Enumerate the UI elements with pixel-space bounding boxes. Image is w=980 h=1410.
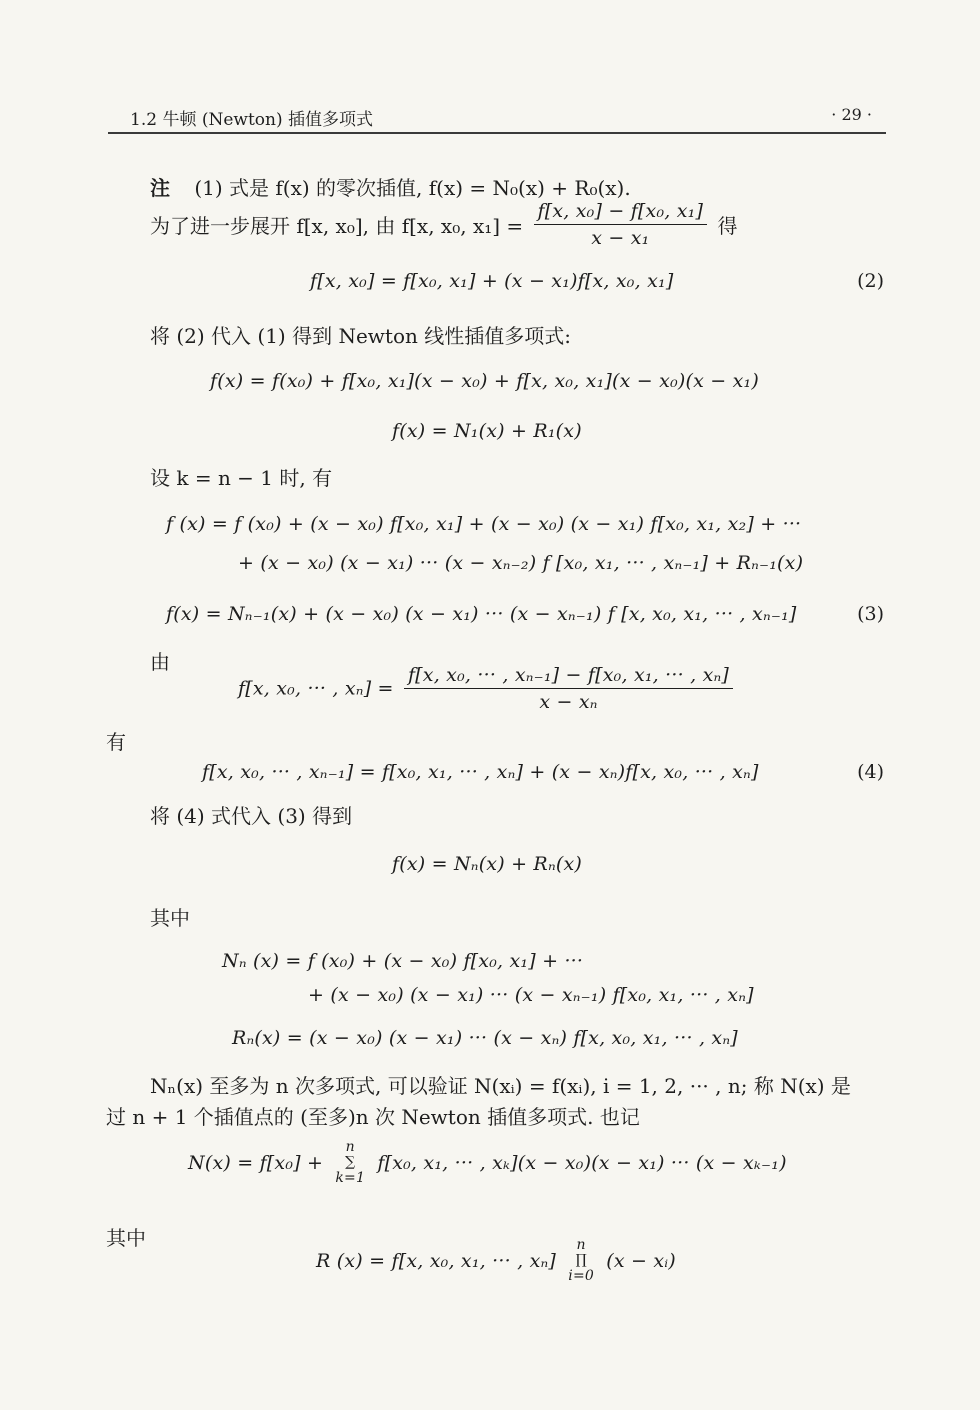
paragraph-line2: 过 n + 1 个插值点的 (至多)n 次 Newton 插值多项式. 也记	[106, 1105, 640, 1129]
expand-suffix: 得	[717, 214, 738, 238]
remainder-lhs: R (x) = f[x, x₀, x₁, ··· , xₙ]	[316, 1250, 557, 1273]
linear-interp-line1: f(x) = f(x₀) + f[x₀, x₁](x − x₀) + f[x, x₀, x₁](x − x₀)(x − x₁)	[210, 370, 759, 392]
note-label: 注	[150, 176, 170, 200]
sum-lower-limit: k=1	[335, 1169, 366, 1186]
Nn-line2: + (x − x₀) (x − x₁) ··· (x − xₙ₋₁) f[x₀, x₁, ··· , xₙ]	[308, 984, 754, 1006]
product	[568, 1238, 594, 1284]
substitute-2-text: 将 (2) 代入 (1) 得到 Newton 线性插值多项式:	[150, 324, 571, 348]
sum-lhs: N(x) = f[x₀] +	[188, 1152, 324, 1175]
equation-4: f[x, x₀, ··· , xₙ₋₁] = f[x₀, x₁, ··· , xₙ] + (x − xₙ)f[x, x₀, ··· , xₙ]	[202, 761, 759, 783]
sum-rhs: f[x₀, x₁, ··· , xₖ](x − x₀)(x − x₁) ··· (x − xₖ₋₁)	[377, 1152, 787, 1175]
expand-prefix: 为了进一步展开 f[x, x₀], 由 f[x, x₀, x₁] =	[150, 214, 524, 238]
newton-sum-formula	[188, 1140, 787, 1186]
equation-3: f(x) = Nₙ₋₁(x) + (x − x₀) (x − x₁) ··· (x − xₙ₋₁) f [x, x₀, x₁, ··· , xₙ₋₁]	[166, 603, 797, 625]
equation-4-label: (4)	[857, 761, 884, 783]
summation	[335, 1140, 365, 1186]
prod-symbol: ∏	[575, 1252, 587, 1269]
fk-line2: + (x − x₀) (x − x₁) ··· (x − xₙ₋₂) f [x₀, x₁, ··· , xₙ₋₁] + Rₙ₋₁(x)	[238, 552, 804, 574]
note-paragraph	[150, 172, 631, 201]
prod-lower-limit: i=0	[568, 1267, 594, 1284]
expand-fraction-denominator: x − x₁	[591, 227, 650, 249]
sum-upper-limit: n	[345, 1139, 355, 1155]
set-k-text: 设 k = n − 1 时, 有	[150, 466, 333, 490]
where-text: 其中	[150, 906, 190, 930]
substitute-4-text: 将 (4) 式代入 (3) 得到	[150, 804, 353, 828]
recurrence-fraction-numerator: f[x, x₀, ··· , xₙ₋₁] − f[x₀, x₁, ··· , xₙ]	[404, 664, 733, 689]
header-rule	[108, 132, 886, 134]
expand-sentence	[150, 200, 737, 249]
by-text: 由	[150, 650, 170, 674]
page-number: · 29 ·	[831, 105, 872, 124]
have-text: 有	[106, 730, 126, 754]
recurrence-fraction-denominator: x − xₙ	[539, 691, 598, 713]
running-header-title: 1.2 牛顿 (Newton) 插值多项式	[130, 110, 374, 130]
expand-fraction-numerator: f[x, x₀] − f[x₀, x₁]	[534, 200, 708, 225]
recurrence-fraction	[404, 664, 733, 713]
expand-fraction	[534, 200, 708, 249]
Nn-line1: Nₙ (x) = f (x₀) + (x − x₀) f[x₀, x₁] + ···	[222, 950, 584, 972]
remainder-rhs: (x − xᵢ)	[606, 1250, 676, 1273]
paragraph-line1: Nₙ(x) 至多为 n 次多项式, 可以验证 N(xᵢ) = f(xᵢ), i = 1, 2, ··· , n; 称 N(x) 是	[150, 1074, 851, 1098]
where-text-2: 其中	[106, 1226, 146, 1250]
note-text: (1) 式是 f(x) 的零次插值, f(x) = N₀(x) + R₀(x).	[194, 176, 631, 200]
equation-2: f[x, x₀] = f[x₀, x₁] + (x − x₁)f[x, x₀, x₁]	[310, 270, 674, 292]
equation-2-label: (2)	[857, 270, 884, 292]
equation-3-label: (3)	[857, 603, 884, 625]
sum-symbol: ∑	[345, 1154, 356, 1171]
prod-upper-limit: n	[576, 1237, 586, 1253]
recurrence-lhs: f[x, x₀, ··· , xₙ] =	[238, 677, 394, 700]
remainder-formula	[316, 1238, 676, 1284]
fk-line1: f (x) = f (x₀) + (x − x₀) f[x₀, x₁] + (x − x₀) (x − x₁) f[x₀, x₁, x₂] + ···	[166, 513, 802, 535]
result-equation: f(x) = Nₙ(x) + Rₙ(x)	[392, 853, 582, 875]
linear-interp-line2: f(x) = N₁(x) + R₁(x)	[392, 420, 582, 442]
Rn-line: Rₙ(x) = (x − x₀) (x − x₁) ··· (x − xₙ) f[x, x₀, x₁, ··· , xₙ]	[232, 1027, 738, 1049]
divided-difference-recurrence	[238, 664, 737, 713]
